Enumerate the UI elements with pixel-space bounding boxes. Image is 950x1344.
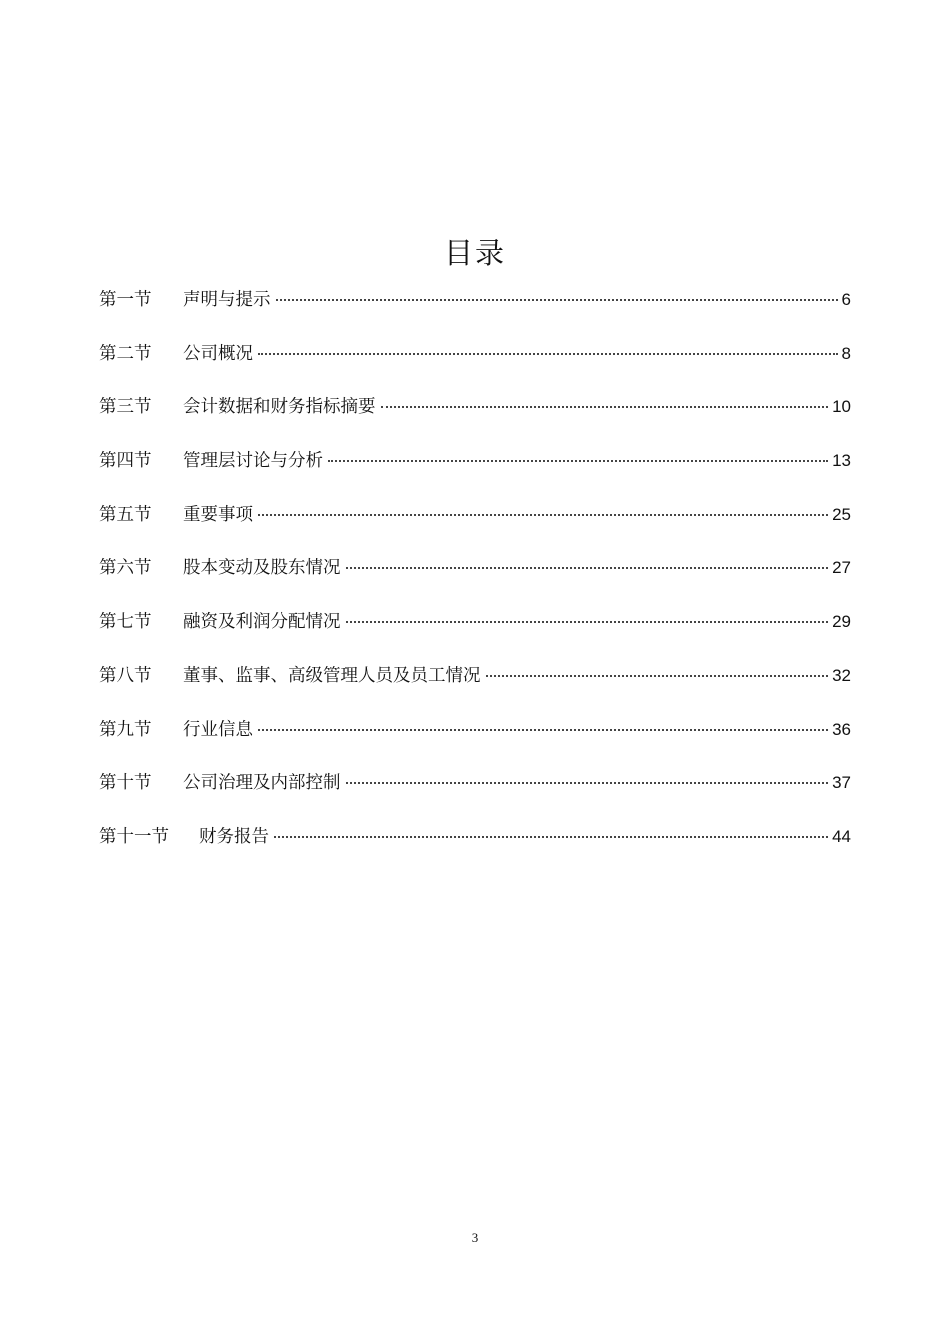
toc-dot-leader	[258, 729, 828, 731]
toc-page-number[interactable]: 29	[832, 612, 851, 632]
toc-section-number: 第三节	[99, 397, 152, 418]
toc-entry-11[interactable]	[99, 817, 851, 871]
toc-section-number: 第二节	[99, 343, 152, 364]
toc-entry-6[interactable]	[99, 548, 851, 602]
toc-dot-leader	[381, 406, 829, 408]
toc-dot-leader	[258, 514, 828, 516]
toc-section-label[interactable]: 会计数据和财务指标摘要	[183, 397, 376, 418]
toc-section-label[interactable]: 财务报告	[199, 826, 269, 847]
toc-entry-5[interactable]	[99, 495, 851, 549]
toc-section-label[interactable]: 融资及利润分配情况	[183, 612, 341, 633]
toc-dot-leader	[346, 621, 829, 623]
toc-section-label[interactable]: 董事、监事、高级管理人员及员工情况	[183, 665, 481, 686]
toc-dot-leader	[274, 836, 828, 838]
toc-dot-leader	[276, 299, 838, 301]
toc-page-number[interactable]: 13	[832, 451, 851, 471]
toc-section-number: 第七节	[99, 612, 152, 633]
toc-entry-7[interactable]	[99, 602, 851, 656]
toc-entry-4[interactable]	[99, 441, 851, 495]
toc-section-label[interactable]: 行业信息	[183, 719, 253, 740]
toc-section-label[interactable]: 重要事项	[183, 504, 253, 525]
toc-entry-1[interactable]	[99, 280, 851, 334]
toc-page-number[interactable]: 8	[841, 343, 851, 363]
toc-section-number: 第九节	[99, 719, 152, 740]
toc-page-number[interactable]: 44	[832, 826, 851, 846]
toc-page-number[interactable]: 6	[841, 290, 851, 309]
toc-section-number: 第八节	[99, 665, 152, 686]
toc-section-number: 第十一节	[99, 826, 169, 847]
toc-section-number: 第四节	[99, 451, 152, 472]
page-number: 3	[471, 1230, 479, 1245]
toc-page-number[interactable]: 32	[832, 665, 851, 685]
toc-page-number[interactable]: 25	[832, 504, 851, 524]
toc-dot-leader	[258, 353, 838, 355]
toc-dot-leader	[486, 675, 829, 677]
toc-dot-leader	[328, 460, 828, 462]
toc-section-label[interactable]: 股本变动及股东情况	[183, 558, 341, 579]
toc-dot-leader	[346, 567, 829, 569]
toc-page-number[interactable]: 10	[832, 397, 851, 417]
toc-entry-2[interactable]	[99, 334, 851, 388]
toc-entry-3[interactable]	[99, 387, 851, 441]
toc-entry-9[interactable]	[99, 710, 851, 764]
toc-page-number[interactable]: 27	[832, 558, 851, 578]
toc-title: 目录	[443, 236, 506, 271]
toc-page-number[interactable]: 36	[832, 719, 851, 739]
toc-page-number[interactable]: 37	[832, 773, 851, 793]
toc-dot-leader	[346, 782, 829, 784]
toc-section-number: 第六节	[99, 558, 152, 579]
toc-section-label[interactable]: 公司治理及内部控制	[183, 773, 341, 794]
toc-section-label[interactable]: 声明与提示	[183, 290, 271, 310]
toc-entry-10[interactable]	[99, 763, 851, 817]
toc-section-number: 第十节	[99, 773, 152, 794]
toc-entry-8[interactable]	[99, 656, 851, 710]
toc-section-label[interactable]: 管理层讨论与分析	[183, 451, 323, 472]
toc-section-label[interactable]: 公司概况	[183, 343, 253, 364]
toc-section-number: 第五节	[99, 504, 152, 525]
table-of-contents	[99, 280, 851, 871]
toc-section-number: 第一节	[99, 290, 152, 310]
